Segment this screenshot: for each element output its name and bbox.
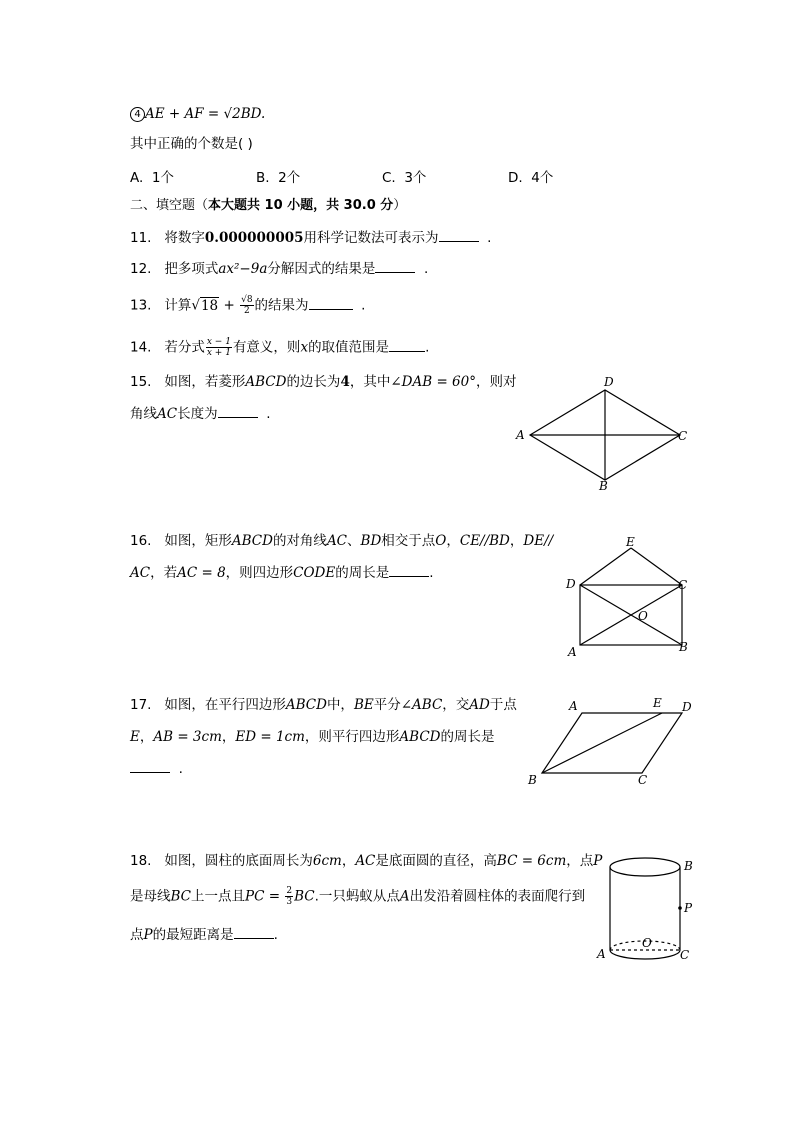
parallelogram-figure — [522, 695, 712, 790]
rhombus-figure — [510, 370, 700, 495]
math: ED = 1cm — [235, 729, 305, 745]
math: ∠ABC — [400, 697, 443, 713]
label-b: B — [599, 479, 608, 493]
text: 的边长为 — [286, 374, 341, 390]
denominator: 3 — [286, 897, 293, 907]
question-18-line-2 — [130, 886, 585, 907]
segment-ce — [631, 548, 682, 585]
math: BD — [360, 533, 382, 549]
text: 的周长是 — [440, 729, 495, 745]
text: 若分式 — [164, 339, 205, 356]
text: ，若 — [150, 565, 178, 581]
text: 角线 — [130, 406, 157, 422]
math: ABCD — [245, 374, 287, 390]
math: AD — [469, 697, 490, 713]
answer-blank[interactable] — [309, 309, 353, 310]
numerator: x − 1 — [206, 337, 231, 347]
text: 是底面圆的直径，高 — [375, 853, 497, 869]
plus: + — [219, 297, 240, 314]
question-16-line-1 — [130, 532, 553, 550]
label-d: D — [604, 375, 614, 389]
answer-blank[interactable] — [130, 772, 170, 773]
answer-blank[interactable] — [375, 272, 415, 273]
answer-blank[interactable] — [234, 938, 274, 939]
radicand: 8 — [246, 295, 253, 305]
section-prefix: 二、填空题（ — [130, 198, 209, 213]
math: BC = 6cm — [496, 853, 567, 869]
text: 的对角线 — [272, 533, 327, 549]
math: AB = 3cm — [153, 729, 222, 745]
circled-number: 4 — [130, 107, 145, 122]
period: . — [178, 761, 183, 777]
math: CODE — [293, 565, 336, 581]
numerator: 2 — [286, 886, 293, 896]
question-12 — [130, 260, 428, 278]
math: PC = — [245, 888, 281, 905]
text: 、 — [347, 533, 361, 549]
math: ABCD — [399, 729, 441, 745]
text: ，则四边形 — [225, 565, 294, 581]
math: AC = 8 — [177, 565, 226, 581]
text: 的周长是 — [335, 565, 390, 581]
answer-blank[interactable] — [389, 576, 429, 577]
text: ， — [341, 853, 356, 869]
text: 是母线 — [130, 888, 171, 905]
text: 的取值范围是 — [308, 339, 390, 356]
question-14 — [130, 337, 429, 358]
text: 如图，圆柱的底面周长为 — [164, 853, 313, 869]
label-o: O — [638, 609, 648, 623]
text: ，则平行四边形 — [304, 729, 400, 745]
text: ，点 — [566, 853, 594, 869]
math: 6cm — [312, 853, 342, 869]
period: . — [425, 339, 430, 356]
sqrt-18: √18 — [191, 297, 219, 314]
text: 的结果为 — [254, 297, 309, 314]
math: O — [435, 533, 447, 549]
label-c: C — [678, 578, 688, 592]
period: . — [361, 297, 366, 314]
label-d: D — [566, 577, 576, 591]
period: . — [423, 261, 429, 277]
text: ， — [221, 729, 236, 745]
label-b: B — [528, 773, 537, 787]
fraction: $\frac{√8}{2}$ — [241, 295, 253, 316]
label-b: B — [679, 640, 688, 654]
section-suffix: ） — [393, 198, 407, 213]
text: ， — [446, 533, 460, 549]
math: AC — [130, 565, 151, 581]
question-number: 17. — [130, 697, 152, 713]
math: AC — [326, 533, 348, 549]
text: 将数字 — [164, 230, 205, 246]
label-c: C — [638, 773, 648, 787]
question-number: 14. — [130, 339, 152, 356]
segment-be — [542, 713, 662, 773]
text: 平分 — [373, 697, 401, 713]
text: 如图，在平行四边形 — [164, 697, 286, 713]
question-11 — [130, 229, 491, 247]
denominator: x + 1 — [206, 348, 231, 358]
math: DE// — [523, 533, 554, 549]
option-letter: A. — [130, 170, 144, 186]
text: 长度为 — [177, 406, 218, 422]
math: ∠DAB = 60° — [390, 374, 476, 390]
text: 相交于点 — [381, 533, 436, 549]
bottom-front-arc — [610, 950, 680, 959]
math: BC — [170, 888, 192, 905]
question-number: 15. — [130, 374, 152, 390]
math: AC — [157, 406, 178, 422]
question-number: 16. — [130, 533, 152, 549]
label-a: A — [597, 947, 606, 961]
answer-blank[interactable] — [439, 241, 479, 242]
label-p: P — [684, 901, 693, 915]
option-letter: B. — [256, 170, 270, 186]
math: 4 — [340, 374, 350, 390]
expression: ax²−9a — [218, 261, 268, 277]
point-p — [678, 906, 682, 910]
section-header — [130, 197, 406, 215]
question-17-line-2 — [130, 728, 494, 746]
text: ， — [139, 729, 154, 745]
text: .一只蚂蚁从点 — [314, 888, 400, 905]
question-number: 12. — [130, 261, 152, 277]
text: ， — [509, 533, 524, 549]
math: BC — [294, 888, 315, 905]
label-c: C — [680, 948, 690, 962]
question-15-line-2 — [130, 405, 270, 423]
option-text: 3个 — [404, 170, 427, 186]
text: 于点 — [489, 697, 517, 713]
option-c[interactable] — [382, 166, 426, 186]
question-18-line-1 — [130, 852, 602, 870]
section-bold: 本大题共 10 小题，共 30.0 分 — [208, 198, 394, 213]
answer-blank[interactable] — [389, 351, 425, 352]
label-b: B — [684, 859, 693, 873]
question-17-line-1 — [130, 696, 517, 714]
option-letter: C. — [382, 170, 396, 186]
fraction — [206, 337, 232, 358]
fraction — [285, 886, 293, 907]
question-13 — [130, 295, 365, 316]
text: 如图，若菱形 — [164, 374, 246, 390]
period: . — [429, 565, 434, 581]
cylinder-figure — [592, 850, 712, 970]
text: 计算 — [164, 297, 192, 314]
item-4-formula: AE + AF = √2BD. — [145, 106, 266, 122]
question-18-line-3 — [130, 926, 278, 944]
label-e: E — [626, 535, 635, 549]
parallelogram-outline — [542, 713, 682, 773]
text: 用科学记数法可表示为 — [303, 230, 439, 246]
question-15-line-1 — [130, 373, 516, 391]
period: . — [273, 927, 278, 943]
text: 的最短距离是 — [152, 927, 234, 943]
radicand: 18 — [200, 297, 219, 314]
text: ，其中 — [349, 374, 391, 390]
text: 中， — [326, 697, 354, 713]
text: 出发沿着圆柱体的表面爬行到 — [409, 888, 586, 905]
option-text: 2个 — [278, 170, 301, 186]
variable: x — [300, 339, 309, 356]
math: P — [143, 927, 153, 943]
segment-de — [580, 548, 631, 585]
option-a[interactable] — [130, 166, 174, 186]
math: A — [399, 888, 410, 905]
rectangle-figure — [560, 533, 710, 658]
label-a: A — [569, 699, 578, 713]
option-letter: D. — [508, 170, 523, 186]
text: ，则对 — [475, 374, 517, 390]
label-a: A — [568, 645, 577, 659]
question-number: 11. — [130, 230, 152, 246]
math: AC — [355, 853, 376, 869]
label-d: D — [682, 700, 692, 714]
question-17-line-3 — [130, 760, 183, 778]
math: ABCD — [285, 697, 327, 713]
math: BE — [353, 697, 374, 713]
question-16-line-2 — [130, 564, 434, 582]
number: 0.000000005 — [204, 230, 304, 246]
math: ABCD — [231, 533, 273, 549]
text: 有意义，则 — [232, 339, 301, 356]
text: ，交 — [442, 697, 470, 713]
period: . — [487, 230, 492, 246]
label-c: C — [678, 429, 688, 443]
option-text: 4个 — [531, 170, 554, 186]
answer-blank[interactable] — [218, 417, 258, 418]
text: 点 — [130, 927, 144, 943]
text: 把多项式 — [164, 261, 219, 277]
denominator: 2 — [243, 306, 250, 316]
question-prompt: 其中正确的个数是( ) — [130, 136, 253, 152]
math: E — [130, 729, 140, 745]
question-number: 18. — [130, 853, 152, 869]
label-o: O — [642, 936, 652, 950]
item-4 — [130, 105, 265, 123]
top-ellipse — [610, 858, 680, 876]
math: CE//BD — [459, 533, 510, 549]
text: 分解因式的结果是 — [267, 261, 376, 277]
text: 如图，矩形 — [164, 533, 232, 549]
question-number: 13. — [130, 297, 152, 314]
math: P — [593, 853, 603, 869]
label-e: E — [653, 696, 662, 710]
label-a: A — [516, 428, 525, 442]
option-b[interactable] — [256, 166, 300, 186]
option-text: 1个 — [151, 170, 174, 186]
text: 上一点且 — [191, 888, 246, 905]
period: . — [266, 406, 271, 422]
option-d[interactable] — [508, 166, 553, 186]
